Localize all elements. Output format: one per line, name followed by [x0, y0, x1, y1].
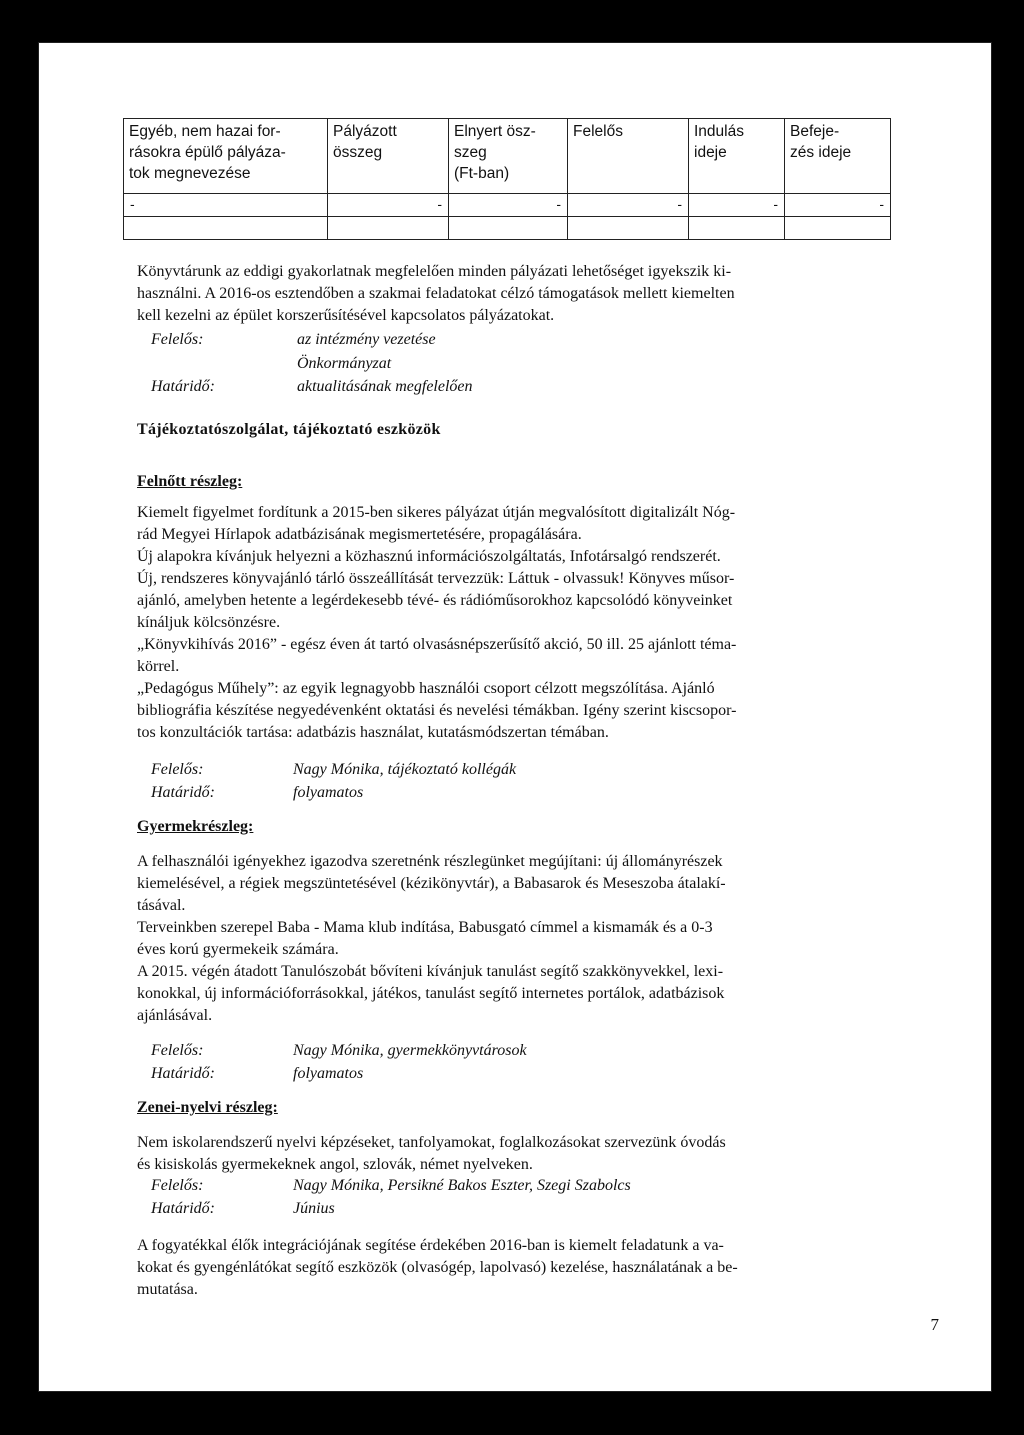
text-line: rád Megyei Hírlapok adatbázisának megismertetésére, propagálására. [137, 526, 582, 543]
text-line: éves korú gyermekeik számára. [137, 941, 339, 958]
header-text: Befeje- [790, 123, 840, 140]
header-text: Indulás [694, 123, 744, 140]
document-page [38, 42, 992, 1392]
responsible-label: Felelős: [151, 761, 204, 778]
responsible-value: Nagy Mónika, tájékoztató kollégák [293, 761, 517, 778]
text-line: „Könyvkihívás 2016” - egész éven át tartó olvasásnépszerűsítő akció, 50 ill. 25 ajánlott téma- [137, 636, 737, 653]
section-title: Tájékoztatószolgálat, tájékoztató eszközök [137, 421, 441, 438]
table-cell [328, 217, 449, 240]
text-line: A 2015. végén átadott Tanulószobát bővíteni kívánjuk tanulást segítő szakkönyvekkel, lexi- [137, 963, 724, 980]
text-line: tos konzultációk tartása: adatbázis használat, kutatásmódszertan témában. [137, 724, 609, 741]
header-cell-requested [328, 119, 449, 194]
text-line: Új alapokra kívánjuk helyezni a közhasznú információszolgáltatás, Infotársalgó rendszerét. [137, 548, 721, 565]
children-section-title: Gyermekrészleg: [137, 818, 254, 835]
text-line: Kiemelt figyelmet fordítunk a 2015-ben sikeres pályázat útján megvalósított digitalizált Nóg- [137, 504, 736, 521]
table-cell [568, 217, 689, 240]
text-line: kiemelésével, a régiek megszüntetésével (kézikönyvtár), a Babasarok és Meseszoba átalakí- [137, 875, 726, 892]
text-line: Nem iskolarendszerű nyelvi képzéseket, tanfolyamokat, foglalkozásokat szervezünk óvodás [137, 1134, 726, 1151]
intro-paragraph [137, 261, 895, 327]
header-text: Felelős [573, 123, 623, 140]
header-text: rásokra épülő pályáza- [129, 144, 286, 161]
responsible-label: Felelős: [151, 331, 204, 348]
adult-paragraph [137, 502, 895, 744]
deadline-label: Határidő: [151, 1065, 215, 1082]
table-cell [449, 217, 568, 240]
text-line: kínáljuk kölcsönzésre. [137, 614, 281, 631]
header-cell-name [124, 119, 328, 194]
table-cell [785, 217, 891, 240]
text-line: és kisiskolás gyermekeknek angol, szlovák, német nyelveken. [137, 1156, 533, 1173]
header-text: összeg [333, 144, 383, 161]
header-text: Egyéb, nem hazai for- [129, 123, 281, 140]
header-text: zés ideje [790, 144, 852, 161]
page-number: 7 [930, 1315, 939, 1334]
deadline-label: Határidő: [151, 1200, 215, 1217]
header-text: Pályázott [333, 123, 397, 140]
table-cell: - [328, 194, 449, 217]
deadline-value: aktualitásának megfelelően [297, 378, 473, 395]
text-line: mutatása. [137, 1281, 198, 1298]
text-line: használni. A 2016-os esztendőben a szakmai feladatokat célzó támogatások mellett kiemelten [137, 285, 735, 302]
text-line: Terveinkben szerepel Baba - Mama klub indítása, Babusgató címmel a kismamák és a 0-3 [137, 919, 713, 936]
responsible-label: Felelős: [151, 1042, 204, 1059]
closing-paragraph [137, 1235, 895, 1301]
table-cell: - [124, 194, 328, 217]
table-cell [689, 217, 785, 240]
text-line: Új, rendszeres könyvajánló tárló összeállítását tervezzük: Láttuk - olvassuk! Könyves műsor- [137, 570, 735, 587]
header-text: szeg [454, 144, 487, 161]
header-cell-responsible [568, 119, 689, 194]
header-cell-start [689, 119, 785, 194]
table-row [124, 217, 891, 240]
music-language-paragraph [137, 1132, 895, 1176]
table-cell [124, 217, 328, 240]
text-line: konokkal, új információforrásokkal, játékos, tanulást segítő internetes portálok, adatbázisok [137, 985, 725, 1002]
text-line: bibliográfia készítése negyedévenként oktatási és nevelési témákban. Igény szerint kiscsopor- [137, 702, 737, 719]
responsible-value: Nagy Mónika, Persikné Bakos Eszter, Szegi Szabolcs [293, 1177, 631, 1194]
children-paragraph [137, 851, 895, 1027]
deadline-label: Határidő: [151, 784, 215, 801]
table-cell: - [785, 194, 891, 217]
responsible-value: az intézmény vezetése [297, 331, 436, 348]
table-cell: - [689, 194, 785, 217]
text-line: körrel. [137, 658, 180, 675]
deadline-label: Határidő: [151, 378, 215, 395]
text-line: tásával. [137, 897, 186, 914]
text-line: kell kezelni az épület korszerűsítésével kapcsolatos pályázatokat. [137, 307, 555, 324]
text-line: A felhasználói igényekhez igazodva szeretnénk részlegünket megújítani: új állományrészek [137, 853, 723, 870]
header-text: tok megnevezése [129, 165, 251, 182]
text-line: „Pedagógus Műhely”: az egyik legnagyobb használói csoport célzott megszólítása. Ajánló [137, 680, 715, 697]
table-row [124, 194, 891, 217]
responsible-value: Nagy Mónika, gyermekkönyvtárosok [293, 1042, 527, 1059]
responsible-label: Felelős: [151, 1177, 204, 1194]
table-cell: - [568, 194, 689, 217]
text-line: A fogyatékkal élők integrációjának segítése érdekében 2016-ban is kiemelt feladatunk a va- [137, 1237, 724, 1254]
text-line: kokat és gyengénlátókat segítő eszközök (olvasógép, lapolvasó) kezelése, használatának a be- [137, 1259, 738, 1276]
deadline-value: folyamatos [293, 1065, 364, 1082]
table-header-row [124, 119, 891, 194]
header-text: (Ft-ban) [454, 165, 510, 182]
header-text: ideje [694, 144, 727, 161]
table-cell: - [449, 194, 568, 217]
adult-section-title: Felnőtt részleg: [137, 473, 243, 490]
responsible-value: Önkormányzat [297, 355, 392, 372]
header-text: Elnyert ösz- [454, 123, 536, 140]
header-cell-end [785, 119, 891, 194]
music-language-section-title: Zenei-nyelvi részleg: [137, 1099, 278, 1116]
deadline-value: Június [293, 1200, 335, 1217]
text-line: Könyvtárunk az eddigi gyakorlatnak megfelelően minden pályázati lehetőséget igyekszik ki- [137, 263, 732, 280]
tenders-table [123, 118, 891, 240]
text-line: ajánló, amelyben hetente a legérdekesebb tévé- és rádióműsorokhoz kapcsolódó könyveinket [137, 592, 733, 609]
deadline-value: folyamatos [293, 784, 364, 801]
text-line: ajánlásával. [137, 1007, 213, 1024]
header-cell-won [449, 119, 568, 194]
